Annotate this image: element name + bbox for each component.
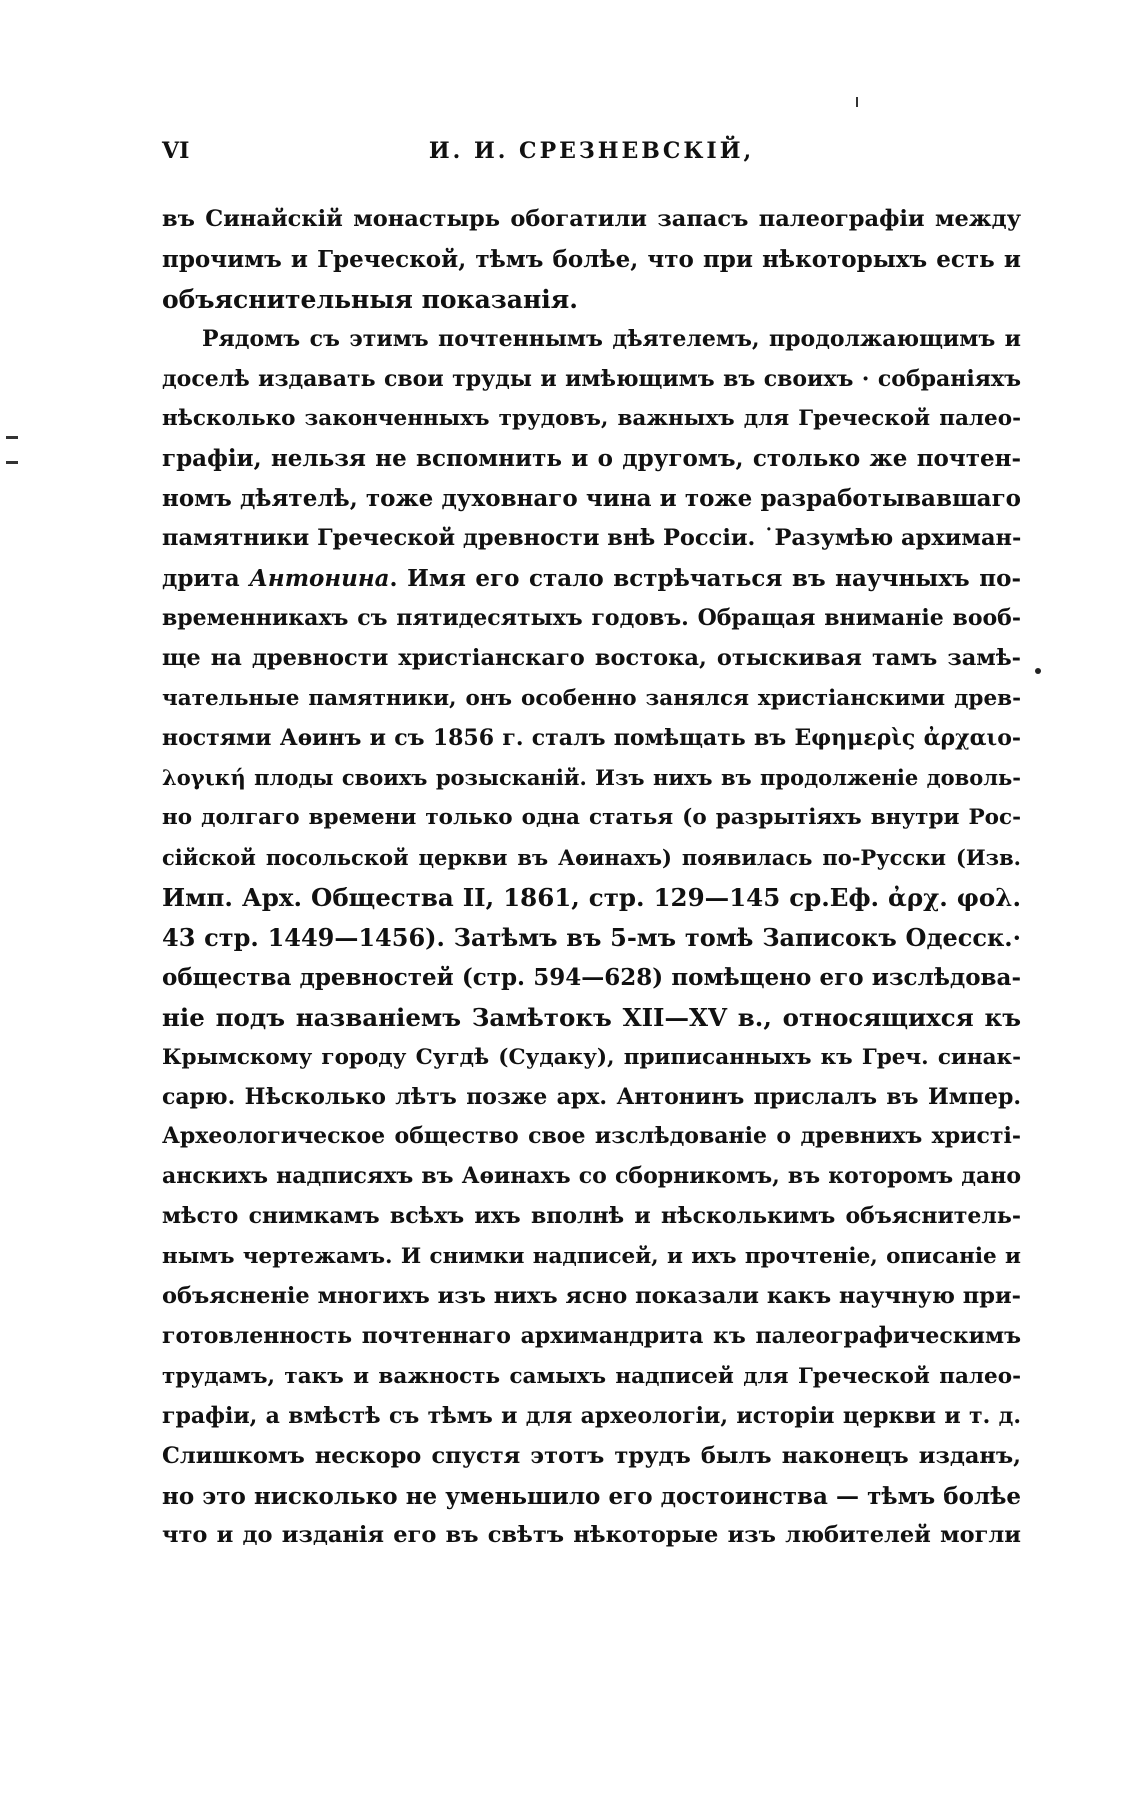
text-line: прочимъ и Греческой, тѣмъ болѣе, что при нѣкоторыхъ есть и [162, 245, 1021, 273]
text-line: графіи, а вмѣстѣ съ тѣмъ и для археологіи, исторіи церкви и т. д. [162, 1402, 1021, 1429]
text-line: ще на древности христіанскаго востока, отыскивая тамъ замѣ- [162, 644, 1021, 671]
margin-dot-mark [1035, 668, 1041, 674]
text-line: ніе подъ названіемъ Замѣтокъ XII—XV в., относящихся къ [162, 1002, 1021, 1032]
page-header [162, 138, 1021, 174]
text-line: но долгаго времени только одна статья (о разрытіяхъ внутри Рос- [162, 805, 1021, 831]
paragraph-start-line: Рядомъ съ этимъ почтеннымъ дѣятелемъ, продолжающимъ и [202, 325, 1021, 352]
text-line: анскихъ надписяхъ въ Аѳинахъ со сборникомъ, въ которомъ дано [162, 1163, 1021, 1190]
text-line: нымъ чертежамъ. И снимки надписей, и ихъ прочтеніе, описаніе и [162, 1244, 1021, 1270]
text-line: доселѣ издавать свои труды и имѣющимъ въ своихъ · собраніяхъ [162, 365, 1021, 392]
text-fragment: . Имя его стало встрѣчаться въ научныхъ по- [389, 565, 1021, 593]
text-line: номъ дѣятелѣ, тоже духовнаго чина и тоже разработывавшаго [162, 485, 1021, 513]
text-line: мѣсто снимкамъ всѣхъ ихъ вполнѣ и нѣсколькимъ объяснитель- [162, 1203, 1021, 1230]
running-head: И. И. СРЕЗНЕВСКІЙ, [428, 138, 755, 164]
margin-dash-mark [6, 420, 40, 423]
text-line: общества древностей (стр. 594—628) помѣщено его изслѣдова- [162, 963, 1021, 991]
text-line: но это нисколько не уменьшило его достоинства — тѣмъ болѣе [162, 1482, 1021, 1510]
text-line: что и до изданія его въ свѣтъ нѣкоторые изъ любителей могли [162, 1522, 1021, 1549]
text-line-with-italic-name [162, 559, 1021, 599]
italic-name: Антонина [249, 565, 390, 593]
text-line: временникахъ съ пятидесятыхъ годовъ. Обращая вниманіе вооб- [162, 604, 1021, 631]
text-line: λογική плоды своихъ розысканій. Изъ нихъ въ продолженіе доволь- [162, 765, 1021, 791]
text-line: готовленность почтеннаго архимандрита къ палеографическимъ [162, 1322, 1021, 1349]
text-line: объясненіе многихъ изъ нихъ ясно показали какъ научную при- [162, 1283, 1021, 1310]
body-text [162, 200, 1021, 1556]
text-line: объяснительныя показанія. [162, 284, 578, 314]
text-line: Крымскому городу Сугдѣ (Судаку), приписанныхъ къ Греч. синак- [162, 1044, 1021, 1070]
text-line: 43 стр. 1449—1456). Затѣмъ въ 5-мъ томѣ Записокъ Одесск.· [162, 923, 1021, 953]
text-line: нѣсколько законченныхъ трудовъ, важныхъ для Греческой палео- [162, 406, 1021, 432]
text-line: сійской посольской церкви въ Аѳинахъ) появилась по-Русски (Изв. [162, 845, 1021, 871]
scan-speck-mark [856, 97, 858, 107]
text-line: Археологическое общество свое изслѣдованіе о древнихъ христі- [162, 1123, 1021, 1150]
text-line: ностями Аѳинъ и съ 1856 г. сталъ помѣщать въ Εφημερὶς ἀρχαιο- [162, 724, 1021, 751]
text-line: трудамъ, такъ и важность самыхъ надписей для Греческой палео- [162, 1363, 1021, 1389]
text-line: Слишкомъ нескоро спустя этотъ трудъ былъ наконецъ изданъ, [162, 1442, 1021, 1469]
text-line: сарю. Нѣсколько лѣтъ позже арх. Антонинъ прислалъ въ Импер. [162, 1083, 1021, 1110]
text-line: чательные памятники, онъ особенно занялся христіанскими древ- [162, 685, 1021, 711]
text-line: Имп. Арх. Общества II, 1861, стр. 129—145 ср.Еф. ἀρχ. φολ. [162, 883, 1021, 913]
text-line: графіи, нельзя не вспомнить и о другомъ, столько же почтен- [162, 445, 1021, 473]
text-fragment: дрита [162, 565, 250, 593]
page-number: VI [162, 138, 190, 164]
text-line: въ Синайскій монастырь обогатили запасъ палеографіи между [162, 206, 1021, 232]
text-line: памятники Греческой древности внѣ Россіи. ˙Разумѣю архиман- [162, 525, 1021, 552]
